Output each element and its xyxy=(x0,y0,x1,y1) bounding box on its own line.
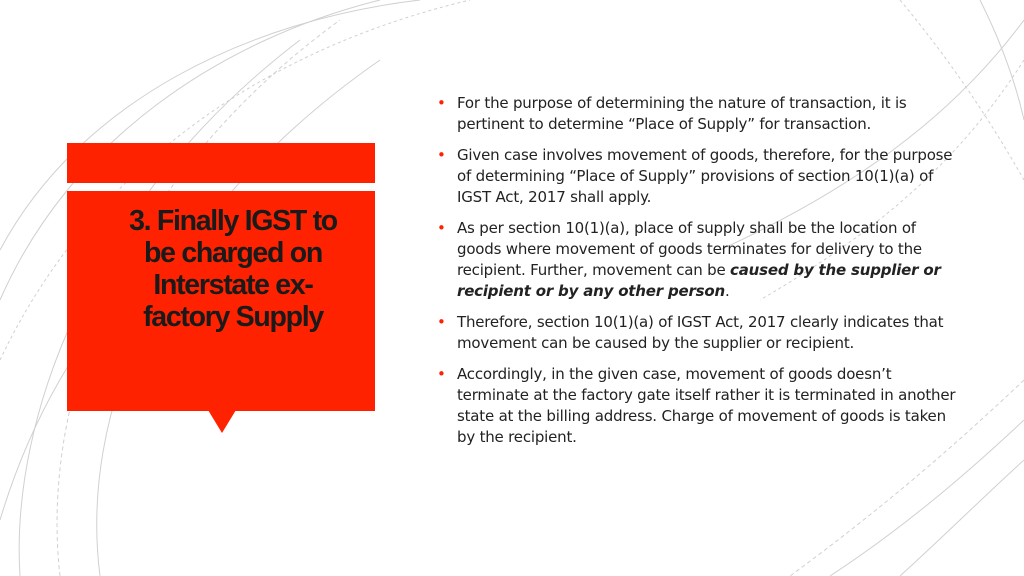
slide-title-line-3: Interstate ex- xyxy=(153,269,313,301)
bullet-icon: • xyxy=(437,365,446,383)
bullet-text: For the purpose of determining the nature of transaction, it is pertinent to determine “Place of Supply” for transaction. xyxy=(457,94,907,133)
bullet-icon: • xyxy=(437,313,446,331)
bullet-text: Therefore, section 10(1)(a) of IGST Act, 2017 clearly indicates that movement can be caused by the supplier or recipient. xyxy=(457,313,944,352)
bullet-item xyxy=(437,93,957,135)
slide-title-line-4: factory Supply xyxy=(143,301,323,333)
bullet-text: Given case involves movement of goods, therefore, for the purpose of determining “Place of Supply” provisions of section 10(1)(a) of IGST Act, 2017 shall apply. xyxy=(457,146,953,206)
slide-title xyxy=(67,205,399,333)
slide-title-line-2: be charged on xyxy=(144,237,322,269)
bullet-item xyxy=(437,218,957,302)
bullet-item xyxy=(437,145,957,208)
bullet-icon: • xyxy=(437,219,446,237)
bullet-icon: • xyxy=(437,146,446,164)
bullet-text-emphasis: caused by the supplier or recipient or by any other person xyxy=(457,261,941,300)
bullet-item xyxy=(437,312,957,354)
bullet-icon: • xyxy=(437,94,446,112)
bullet-text: Accordingly, in the given case, movement of goods doesn’t terminate at the factory gate itself rather it is terminated in another state at the billing address. Charge of movement of goods is taken by the recipient. xyxy=(457,365,956,446)
bullet-item xyxy=(437,364,957,448)
accent-bar xyxy=(67,143,375,183)
bullet-text-end: . xyxy=(724,282,730,300)
slide-title-line-1: 3. Finally IGST to xyxy=(129,205,337,237)
title-pointer xyxy=(208,410,236,433)
bullet-list xyxy=(437,93,957,458)
bullet-text: As per section 10(1)(a), place of supply shall be the location of goods where movement of goods terminates for delivery to the recipient. Further, movement can be xyxy=(457,219,922,279)
